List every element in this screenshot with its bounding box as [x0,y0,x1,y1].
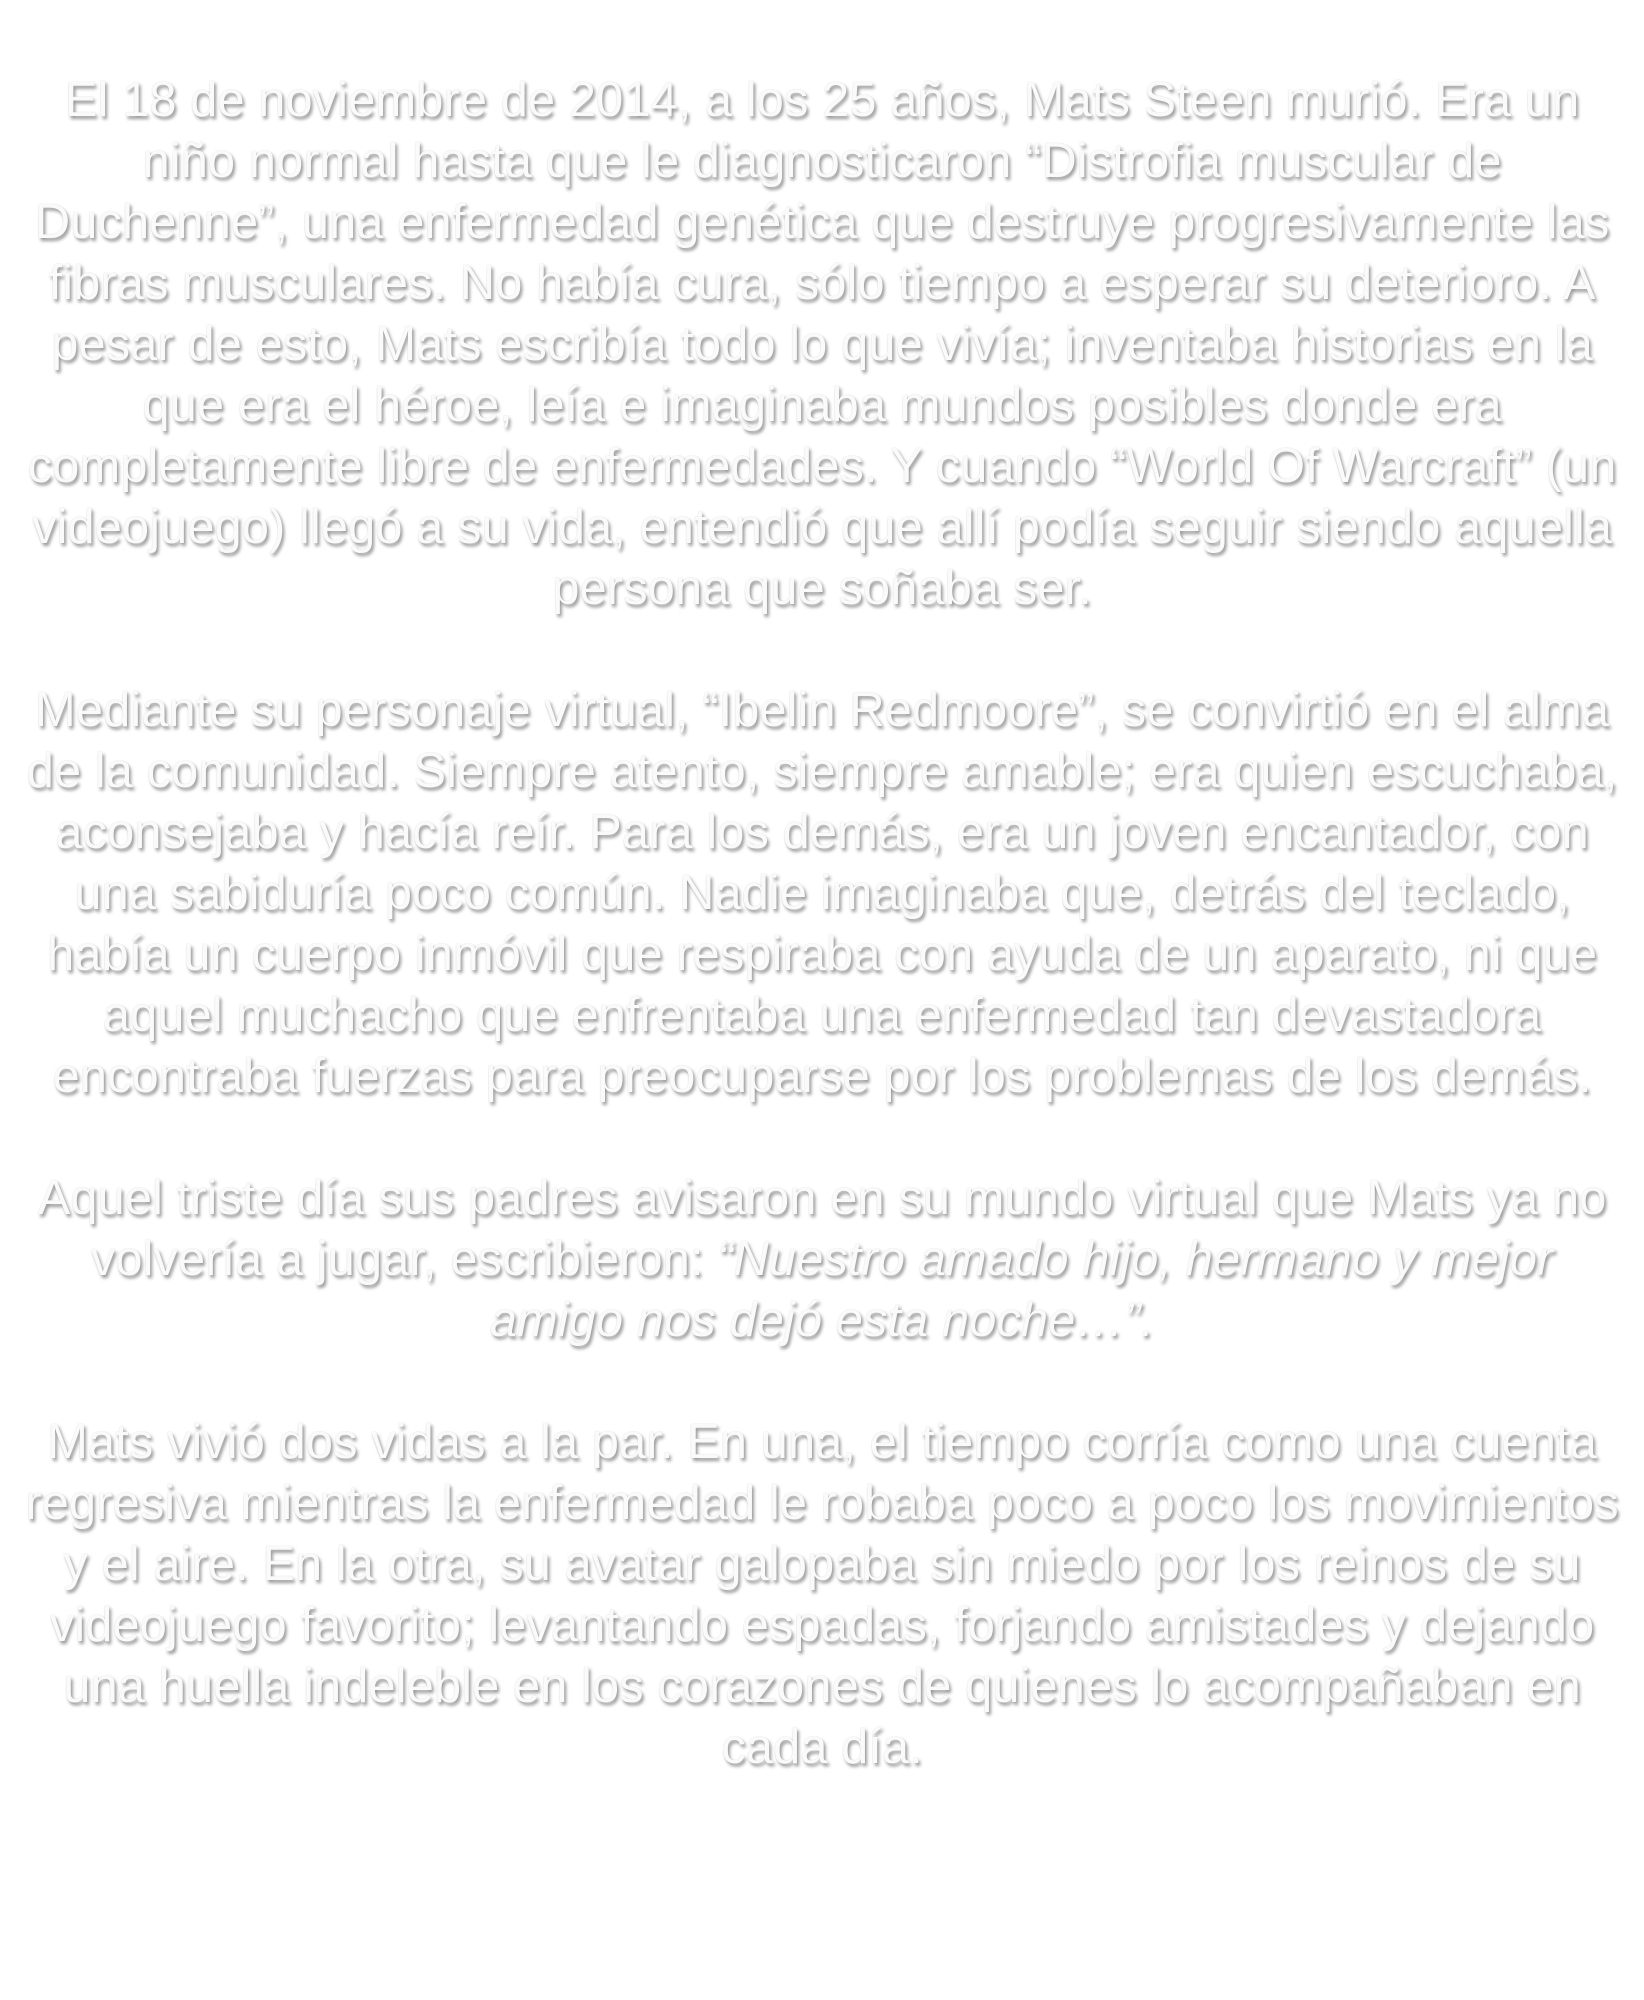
paragraph-community: Mediante su personaje virtual, “Ibelin Redmoore”, se convirtió en el alma de la comunidad. Siempre atento, siempre amable; era quien escuchaba, aconsejaba y hacía reír. Para los demás, era un joven encantador, con una sabiduría poco común. Nadie imaginaba que, detrás del teclado, había un cuerpo inmóvil que respiraba con ayuda de un aparato, ni que aquel muchacho que enfrentaba una enfermedad tan devastadora encontraba fuerzas para preocuparse por los problemas de los demás. [26,683,1618,1103]
paragraph-spacer [24,619,1620,680]
parents-message-quote: “Nuestro amado hijo, hermano y mejor amigo nos dejó esta noche…”. [489,1232,1554,1347]
paragraph-spacer [24,1107,1620,1168]
paragraph-spacer [24,1351,1620,1412]
parents-message-intro: Aquel triste día sus padres avisaron en su mundo virtual que Mats ya no volvería a jugar, escribieron: [37,1171,1607,1286]
paragraph-diagnosis: El 18 de noviembre de 2014, a los 25 años, Mats Steen murió. Era un niño normal hasta que le diagnosticaron “Distrofia muscular de Duchenne”, una enfermedad genética que destruye progresivamente las fibras musculares. No había cura, sólo tiempo a esperar su deterioro. A pesar de esto, Mats escribía todo lo que vivía; inventaba historias en la que era el héroe, leía e imaginaba mundos posibles donde era completamente libre de enfermedades. Y cuando “World Of Warcraft” (un videojuego) llegó a su vida, entendió que allí podía seguir siendo aquella persona que soñaba ser. [27,73,1617,615]
paragraph-parents-message [24,1168,1620,1351]
paragraph-two-lives: Mats vivió dos vidas a la par. En una, el tiempo corría como una cuenta regresiva mientras la enfermedad le robaba poco a poco los movimientos y el aire. En la otra, su avatar galopaba sin miedo por los reinos de su videojuego favorito; levantando espadas, forjando amistades y dejando una huella indeleble en los corazones de quienes lo acompañaban en cada día. [25,1415,1619,1774]
article-text [24,70,1620,1778]
